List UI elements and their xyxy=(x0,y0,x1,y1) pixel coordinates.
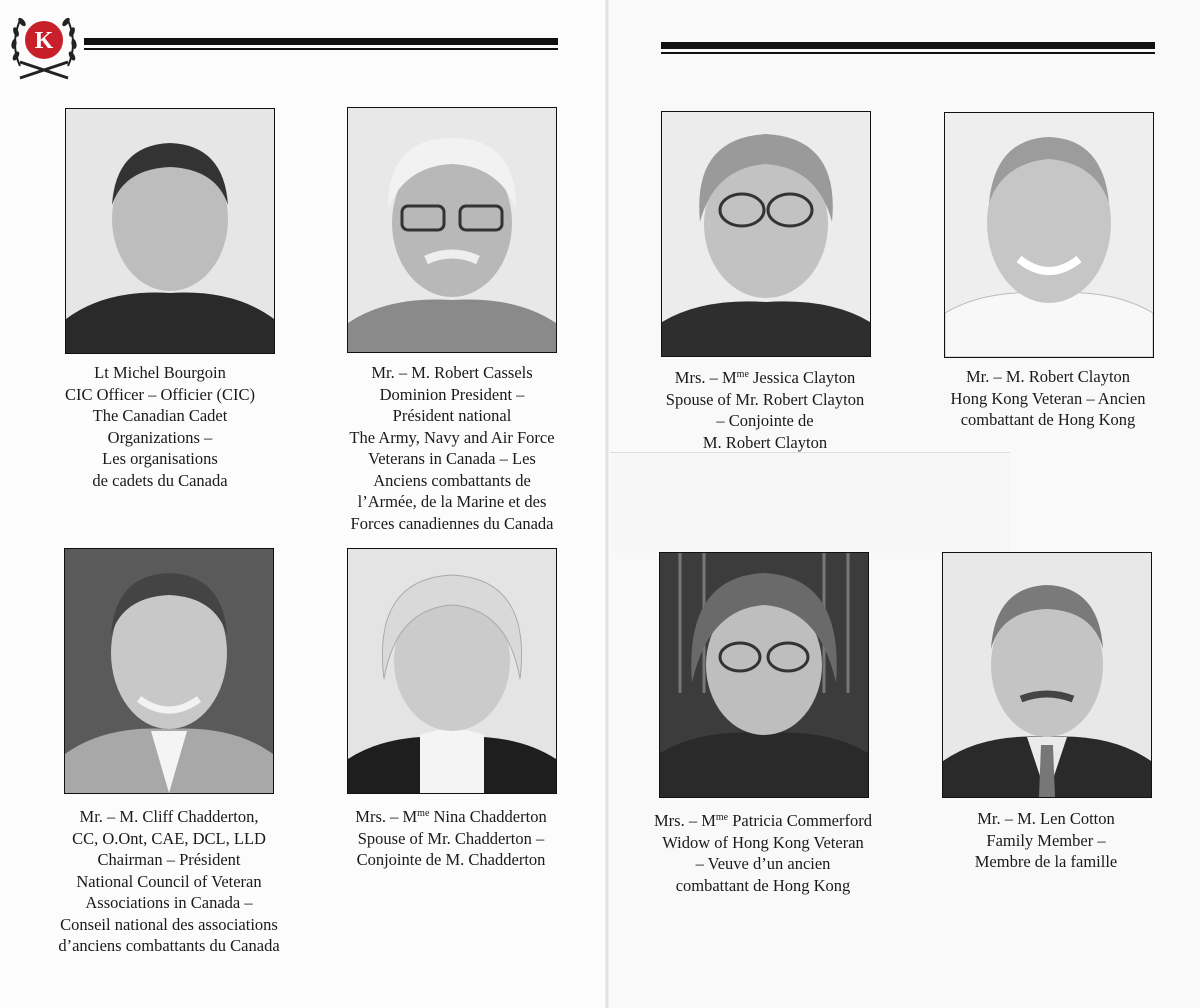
portrait-photo-cassels xyxy=(347,107,557,353)
caption-line: Family Member – xyxy=(986,830,1106,850)
person-name: Mrs. – $M^{me}$ Nina Chadderton xyxy=(355,807,547,826)
page-gutter xyxy=(605,0,609,1008)
caption-line: CC, O.Ont, CAE, DCL, LLD xyxy=(72,828,266,848)
caption-line: Forces canadiennes du Canada xyxy=(350,513,554,533)
caption-line: Membre de la famille xyxy=(974,852,1118,871)
portrait-photo-nina-chadderton xyxy=(347,548,557,794)
caption-line: Président national xyxy=(392,406,512,425)
caption-line: Chairman – Président xyxy=(97,850,241,869)
caption-line: Veterans in Canada – Les xyxy=(368,449,536,468)
pasted-paper-strip xyxy=(610,452,1010,553)
caption-line: Conseil national des associations xyxy=(60,914,278,934)
caption-line: l’Armée, de la Marine et des xyxy=(357,492,547,511)
caption-line: d’anciens combattants du Canada xyxy=(58,936,280,955)
person-name: Mr. – M. Robert Cassels xyxy=(371,363,533,382)
caption-line: Hong Kong Veteran – Ancien xyxy=(950,388,1146,408)
caption-line: – Veuve d’un ancien xyxy=(695,854,831,873)
caption-jessica-clayton xyxy=(640,367,890,453)
portrait-photo-cliff-chadderton xyxy=(64,548,274,794)
svg-text:K: K xyxy=(34,28,54,54)
caption-nina-chadderton xyxy=(326,806,576,871)
caption-line: Anciens combattants de xyxy=(373,470,531,490)
caption-line: Conjointe de M. Chadderton xyxy=(356,850,546,869)
portrait-photo-bourgoin xyxy=(65,108,275,354)
caption-line: National Council of Veteran xyxy=(76,871,262,891)
caption-commerford xyxy=(638,810,888,896)
caption-line: Widow of Hong Kong Veteran xyxy=(662,832,864,852)
person-name: Mr. – M. Robert Clayton xyxy=(965,367,1131,386)
header-rule-right xyxy=(661,42,1155,54)
caption-line: Spouse of Mr. Robert Clayton xyxy=(665,389,865,409)
caption-line: The Canadian Cadet xyxy=(92,406,228,425)
person-name: Mr. – M. Len Cotton xyxy=(977,809,1115,828)
caption-line: Les organisations xyxy=(102,449,218,468)
caption-line: Associations in Canada – xyxy=(85,893,253,912)
caption-robert-clayton xyxy=(923,366,1173,431)
caption-line: combattant de Hong Kong xyxy=(675,875,851,895)
caption-cliff-chadderton xyxy=(44,806,294,957)
person-name: Mrs. – $M^{me}$ Patricia Commerford xyxy=(654,811,872,830)
portrait-photo-robert-clayton xyxy=(944,112,1154,358)
caption-line: Spouse of Mr. Chadderton – xyxy=(357,828,545,848)
person-name: Mrs. – $M^{me}$ Jessica Clayton xyxy=(674,368,856,387)
caption-line: – Conjointe de xyxy=(716,411,814,430)
laurel-wreath-k-icon xyxy=(8,4,80,82)
caption-bourgoin xyxy=(35,362,285,491)
header-rule-left xyxy=(84,38,558,50)
caption-line: CIC Officer – Officier (CIC) xyxy=(65,384,255,404)
caption-line: Dominion President – xyxy=(379,384,525,404)
caption-cassels xyxy=(327,362,577,534)
caption-cotton xyxy=(921,808,1171,873)
portrait-photo-commerford xyxy=(659,552,869,798)
portrait-photo-jessica-clayton xyxy=(661,111,871,357)
portrait-photo-cotton xyxy=(942,552,1152,798)
person-name: Lt Michel Bourgoin xyxy=(94,363,226,382)
caption-line: combattant de Hong Kong xyxy=(960,410,1136,429)
caption-line: M. Robert Clayton xyxy=(702,432,828,452)
caption-line: The Army, Navy and Air Force xyxy=(349,427,555,447)
caption-line: de cadets du Canada xyxy=(92,470,228,490)
caption-line: Organizations – xyxy=(107,427,213,447)
person-name: Mr. – M. Cliff Chadderton, xyxy=(79,807,259,826)
